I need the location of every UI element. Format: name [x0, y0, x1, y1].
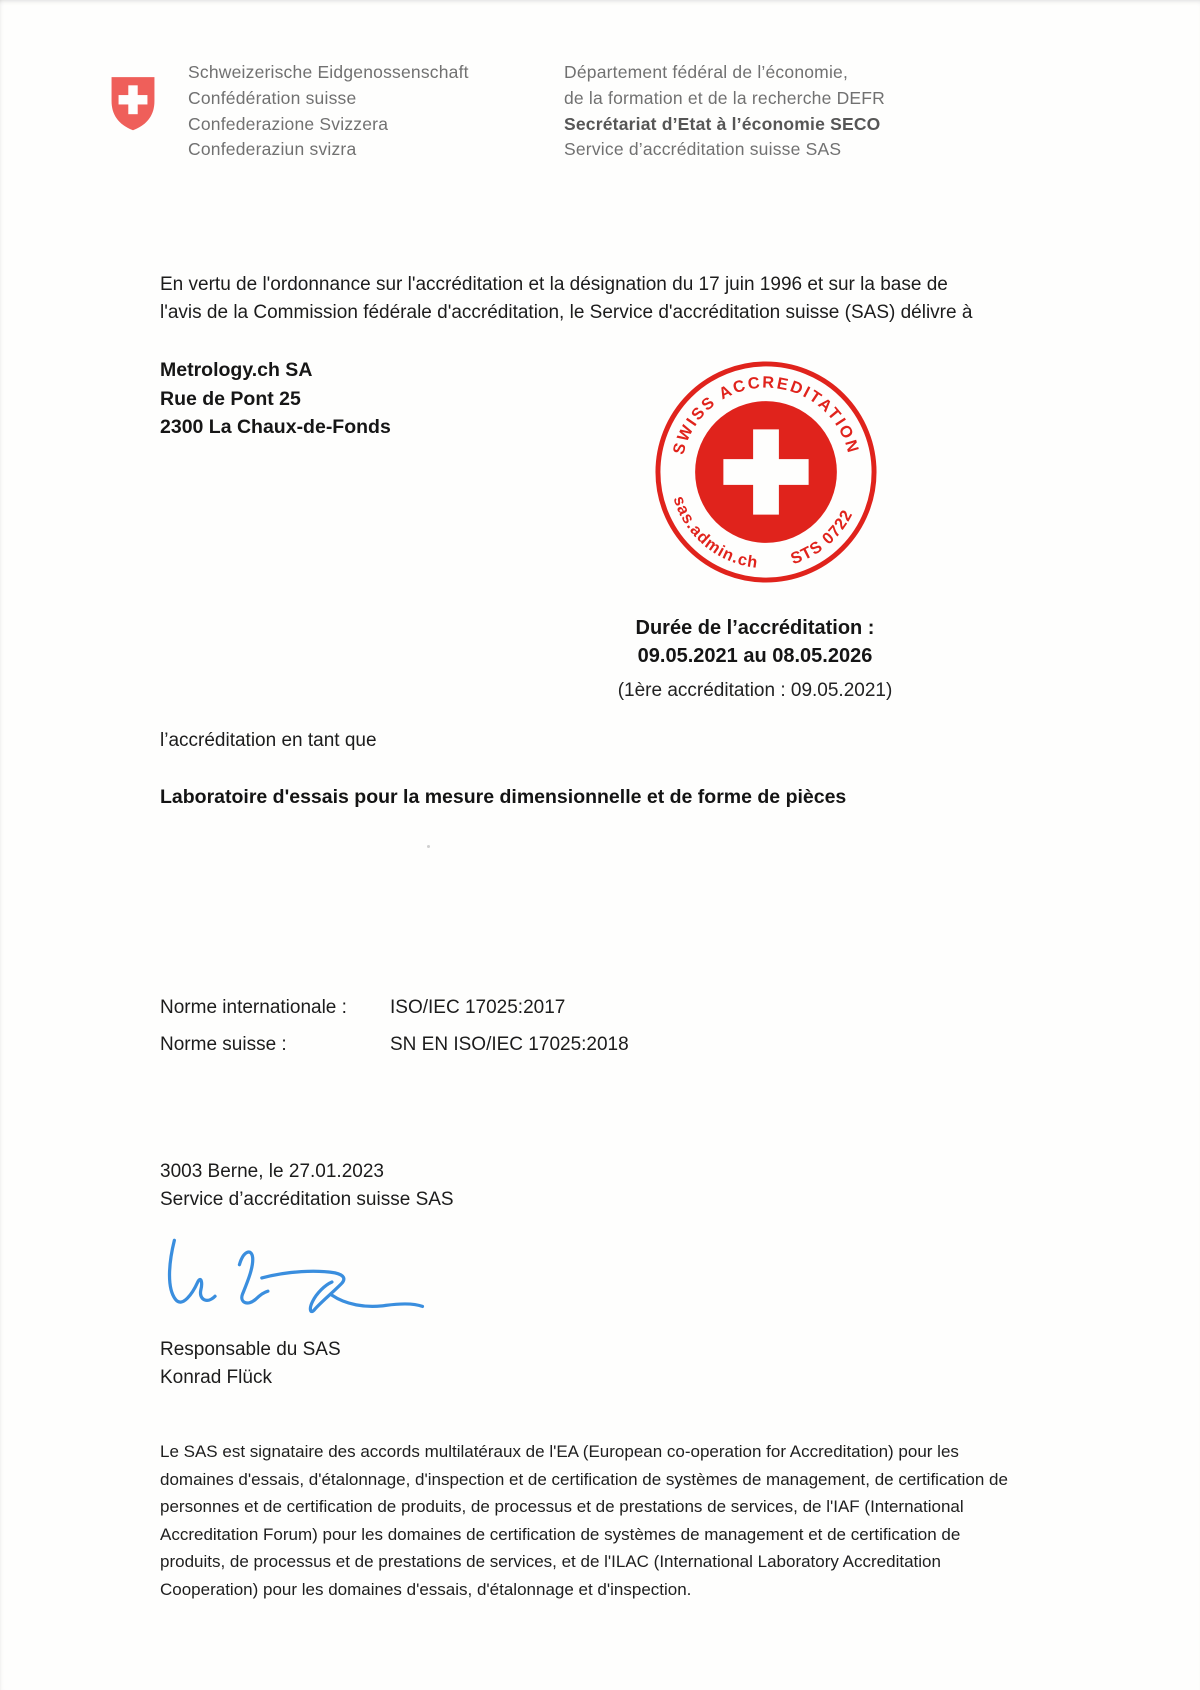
- issue-place-date: 3003 Berne, le 27.01.2023: [160, 1161, 384, 1182]
- accreditation-scope-title: Laboratoire d'essais pour la mesure dimensionnelle et de forme de pièces: [160, 786, 847, 808]
- department-line-2: de la formation et de la recherche DEFR: [564, 87, 886, 108]
- confederation-name-fr: Confédération suisse: [188, 87, 357, 108]
- norms-section: [160, 997, 629, 1071]
- intro-paragraph: En vertu de l'ordonnance sur l'accréditation et la désignation du 17 juin 1996 et sur la base de l'avis de la Commission fédérale d'accréditation, le Service d'accréditation suisse (SAS) délivre à: [160, 274, 973, 323]
- seal-sts-number: STS 0722: [788, 506, 857, 569]
- confederation-name-de: Schweizerische Eidgenossenschaft: [188, 62, 469, 82]
- recipient-city: 2300 La Chaux-de-Fonds: [160, 416, 391, 438]
- swiss-coat-of-arms-icon: [100, 62, 166, 140]
- confederation-name-rm: Confederaziun svizra: [188, 139, 357, 160]
- swiss-accreditation-seal: [652, 358, 880, 586]
- duration-value: 09.05.2021 au 08.05.2026: [637, 645, 873, 667]
- department-block: [564, 60, 924, 163]
- signature-handwritten: [152, 1232, 457, 1332]
- signer-role: Responsable du SAS: [160, 1339, 341, 1360]
- recipient-name: Metrology.ch SA: [160, 359, 313, 381]
- mla-footer-paragraph: Le SAS est signataire des accords multilatéraux de l'EA (European co-operation for Accreditation) pour les domaines d'essais, d'étalonnage, d'inspection et de certification de systèmes de management, de certification de personnes et de certification de produits, de processus et de prestations de services, de l'IAF (International Accreditation Forum) pour les domaines de certification de systèmes de management et de certification de produits, de processus et de prestations de services, et de l'ILAC (International Laboratory Accreditation Cooperation) pour les domaines d'essais, d'étalonnage et d'inspection.: [160, 1442, 1008, 1599]
- seal-website-text: sas.admin.ch: [669, 493, 760, 572]
- issue-service: Service d’accréditation suisse SAS: [160, 1189, 454, 1210]
- accreditation-as-line: l’accréditation en tant que: [160, 730, 377, 751]
- first-accreditation-note: (1ère accréditation : 09.05.2021): [617, 680, 893, 701]
- duration-label: Durée de l’accréditation :: [635, 617, 875, 639]
- issue-block: [160, 1158, 454, 1214]
- department-line-1: Département fédéral de l’économie,: [564, 62, 849, 82]
- norm-row-international: [160, 997, 629, 1019]
- norm-value-international: ISO/IEC 17025:2017: [390, 997, 566, 1018]
- norm-row-swiss: [160, 1034, 629, 1056]
- norm-value-swiss: SN EN ISO/IEC 17025:2018: [390, 1034, 629, 1055]
- confederation-names: [188, 60, 528, 163]
- seal-top-text: SWISS ACCREDITATION: [669, 373, 863, 457]
- norm-label-swiss: Norme suisse :: [160, 1034, 287, 1055]
- signer-name: Konrad Flück: [160, 1367, 272, 1388]
- signer-block: [160, 1336, 341, 1392]
- recipient-street: Rue de Pont 25: [160, 387, 301, 410]
- recipient-address: [160, 356, 391, 442]
- confederation-name-it: Confederazione Svizzera: [188, 113, 389, 134]
- federal-header: [100, 60, 924, 163]
- scan-artifact-dot: [427, 845, 430, 848]
- sas-line: Service d’accréditation suisse SAS: [564, 139, 842, 160]
- norm-label-international: Norme internationale :: [160, 997, 347, 1018]
- accreditation-duration: [555, 614, 955, 705]
- seco-line: Secrétariat d’Etat à l’économie SECO: [564, 113, 881, 134]
